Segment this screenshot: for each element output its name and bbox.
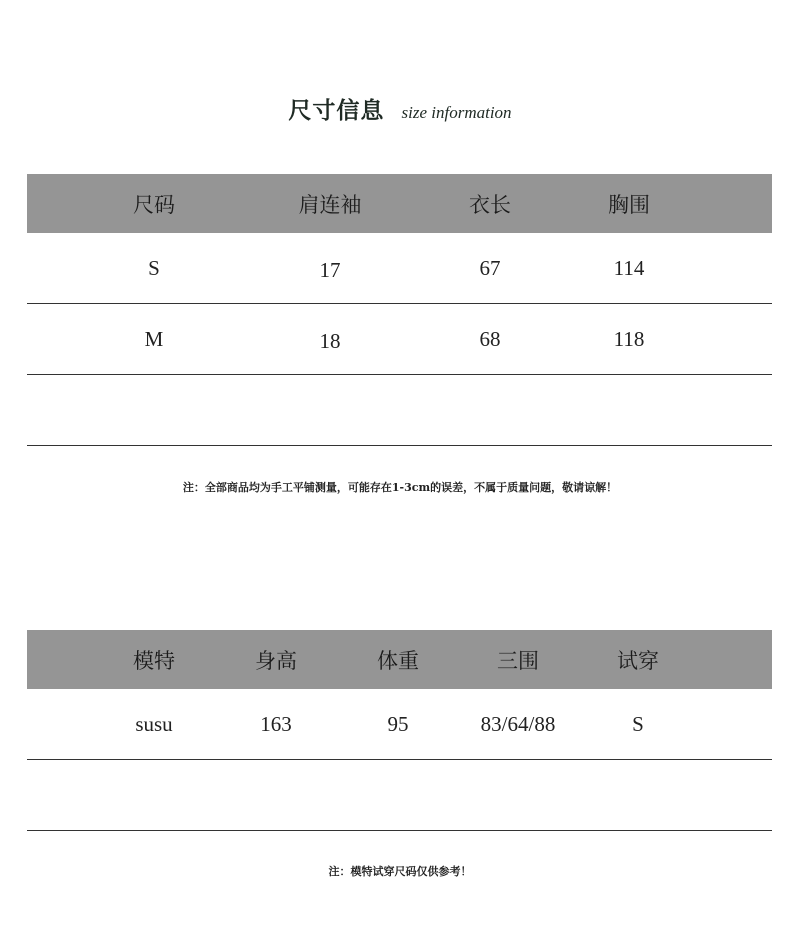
cell-weight: 95 (387, 711, 409, 736)
header-height: 身高 (255, 648, 297, 673)
header-model: 模特 (133, 648, 175, 673)
cell-shoulder-sleeve: 18 (319, 328, 341, 353)
size-note: 注：全部商品均为手工平铺测量，可能存在1-3cm的误差，不属于质量问题，敬请谅解！ (182, 481, 618, 494)
table-row (27, 233, 772, 304)
size-table (27, 174, 772, 446)
cell-length: 68 (479, 326, 501, 351)
cell-length: 67 (479, 255, 501, 280)
page-title (0, 92, 800, 125)
cell-measurements: 83/64/88 (480, 711, 556, 736)
size-table-header (27, 174, 772, 233)
title-chinese: 尺寸信息 (288, 97, 385, 124)
table-row-empty (27, 375, 772, 446)
cell-size: S (148, 255, 160, 280)
header-shoulder-sleeve: 肩连袖 (298, 192, 362, 217)
model-note: 注：模特试穿尺码仅供参考！ (328, 865, 472, 878)
cell-model-name: susu (135, 711, 173, 736)
header-size: 尺码 (133, 192, 175, 217)
cell-shoulder-sleeve: 17 (319, 257, 341, 282)
table-row (27, 689, 772, 760)
table-row-empty (27, 760, 772, 831)
header-try-on-size: 试穿 (617, 648, 659, 673)
cell-try-on-size: S (632, 711, 644, 736)
model-table (27, 630, 772, 831)
header-measurements: 三围 (497, 648, 539, 673)
cell-size: M (144, 326, 164, 351)
header-bust: 胸围 (608, 192, 650, 217)
cell-bust: 118 (613, 326, 645, 351)
table-row (27, 304, 772, 375)
cell-height: 163 (260, 711, 292, 736)
header-length: 衣长 (469, 192, 511, 217)
header-weight: 体重 (377, 648, 419, 673)
title-english: size information (401, 103, 512, 122)
cell-bust: 114 (613, 255, 645, 280)
model-table-header (27, 630, 772, 689)
